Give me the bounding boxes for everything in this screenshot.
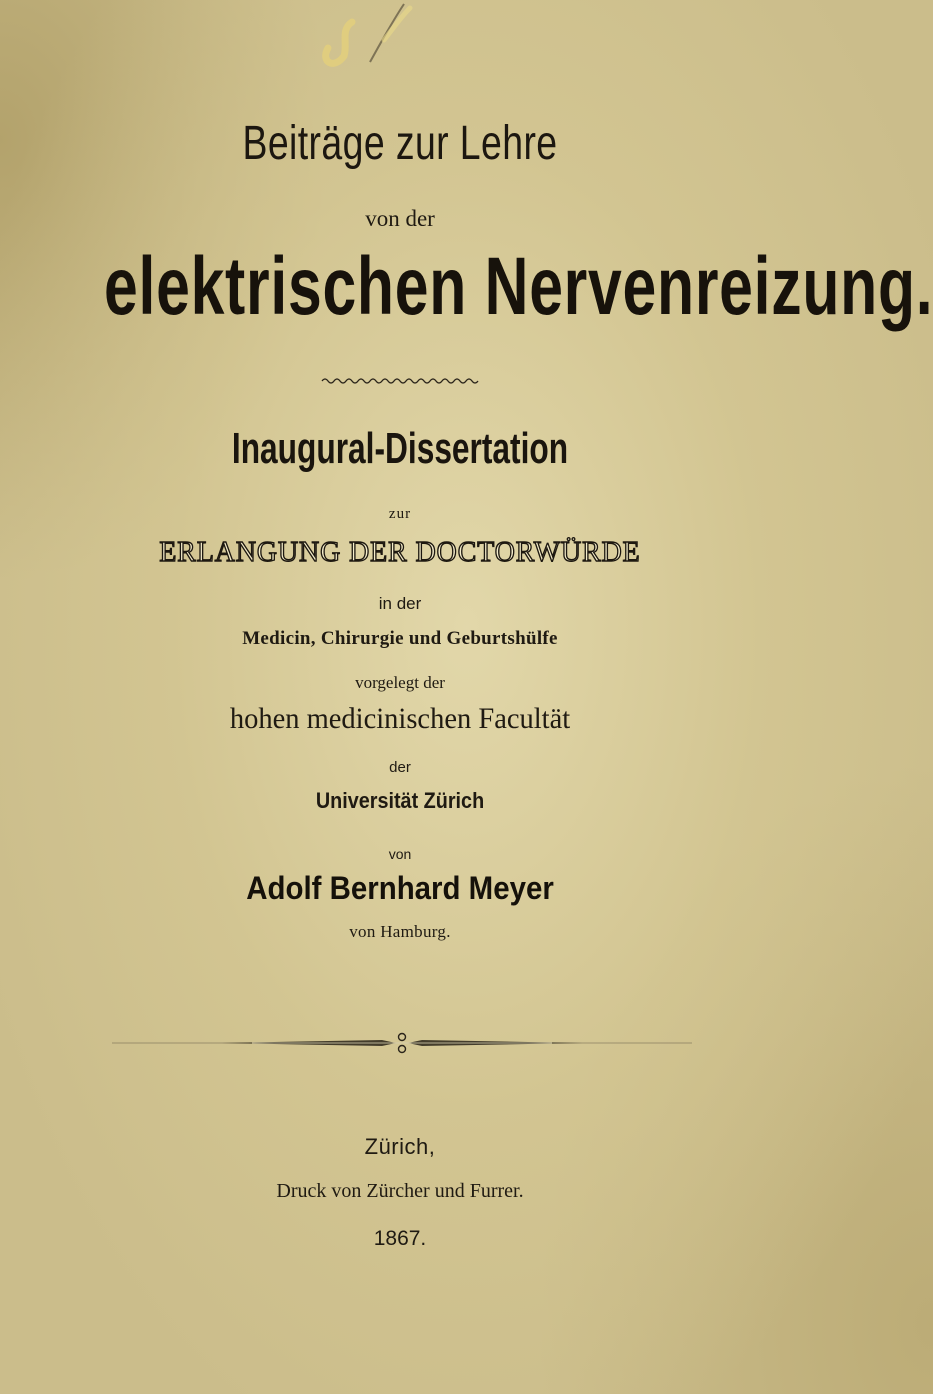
year-text: 1867. bbox=[373, 1227, 427, 1250]
dissertation-type: Inaugural-Dissertation bbox=[231, 424, 569, 473]
purpose-heading: ERLANGUNG DER DOCTORWÜRDE bbox=[159, 536, 641, 568]
von-text: von bbox=[388, 846, 412, 862]
title-line-3: elektrischen Nervenreizung. bbox=[104, 241, 933, 332]
zur-text: zur bbox=[388, 506, 412, 522]
printer-text: Druck von Zürcher und Furrer. bbox=[276, 1180, 524, 1202]
author-origin: von Hamburg. bbox=[349, 922, 451, 941]
title-line-2: von der bbox=[365, 206, 435, 231]
ornamental-divider bbox=[112, 1030, 692, 1056]
faculty-text: hohen medicinischen Facultät bbox=[229, 702, 571, 735]
ornamental-squiggle bbox=[322, 376, 478, 386]
fields-text: Medicin, Chirurgie und Geburtshülfe bbox=[242, 628, 558, 649]
place-text: Zürich, bbox=[364, 1134, 436, 1159]
der-text: der bbox=[389, 759, 411, 776]
author-name: Adolf Bernhard Meyer bbox=[246, 870, 554, 906]
title-line-1: Beiträge zur Lehre bbox=[242, 117, 558, 170]
university-text: Universität Zürich bbox=[315, 788, 485, 813]
handwritten-mark bbox=[300, 0, 450, 100]
in-der-text: in der bbox=[378, 594, 422, 613]
vorgelegt-text: vorgelegt der bbox=[355, 673, 445, 692]
